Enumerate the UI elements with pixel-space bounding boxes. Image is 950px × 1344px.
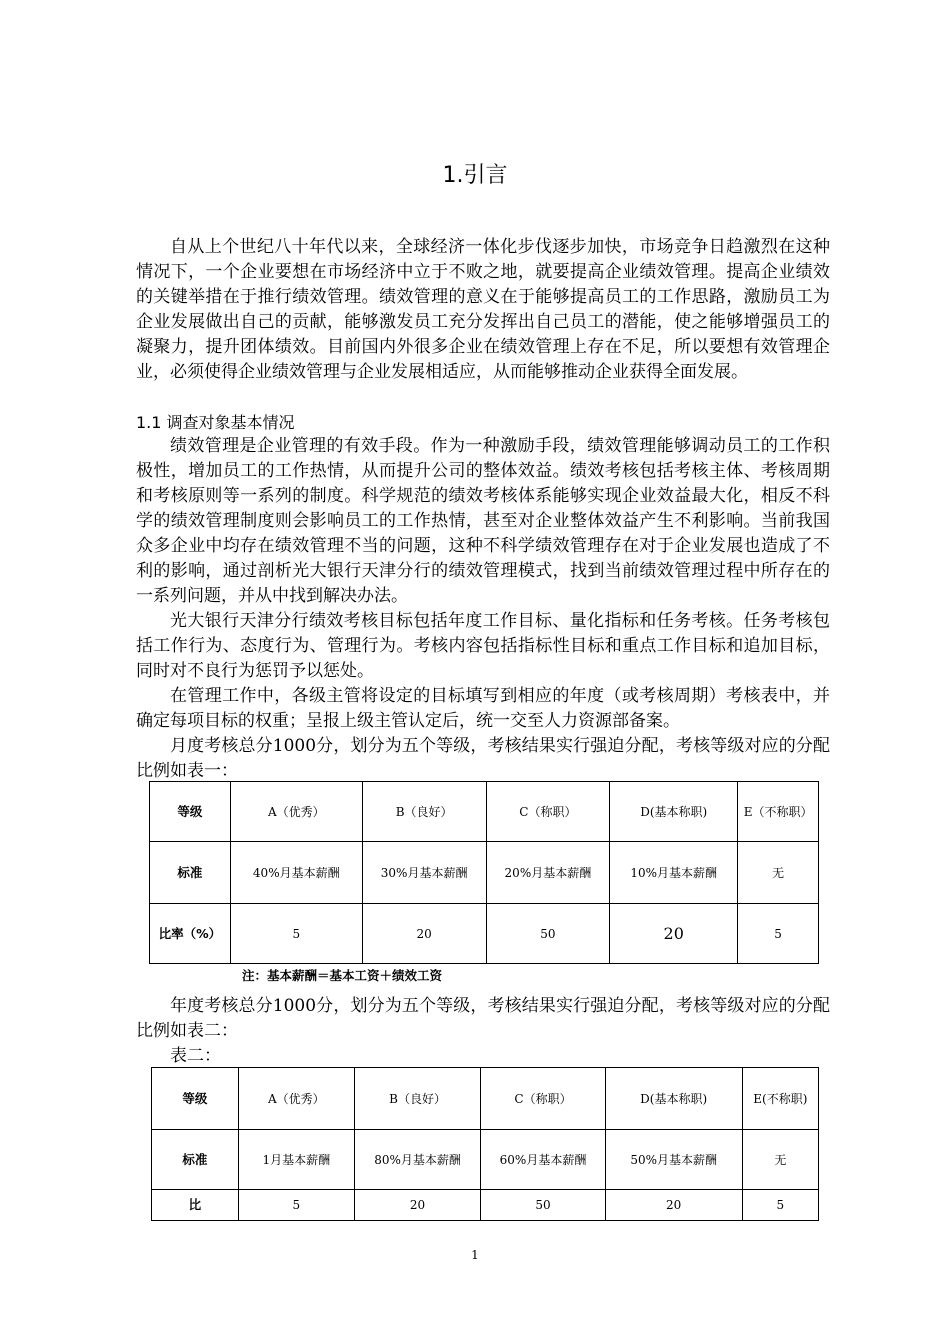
- table-cell: 无: [738, 842, 819, 904]
- grade-table-1: [149, 781, 819, 964]
- table-cell: 80%月基本薪酬: [354, 1130, 481, 1190]
- row-label: 等级: [152, 1068, 239, 1130]
- table-cell: 20%月基本薪酬: [486, 842, 610, 904]
- table-cell: 无: [742, 1130, 818, 1190]
- table-row: [150, 782, 819, 842]
- paragraph: 月度考核总分1000分，划分为五个等级，考核结果实行强迫分配，考核等级对应的分配比例如表一：: [136, 736, 830, 781]
- page-number: 1: [471, 1248, 479, 1262]
- paragraph-after-table: 年度考核总分1000分，划分为五个等级，考核结果实行强迫分配，考核等级对应的分配比例如表二： 表二：: [136, 994, 830, 1069]
- table-caption: 表二：: [170, 1046, 221, 1066]
- row-label: 比: [152, 1190, 239, 1221]
- table-cell: 5: [238, 1190, 354, 1221]
- row-label: 比率（%）: [150, 904, 231, 964]
- table-cell: E（不称职）: [738, 782, 819, 842]
- table-cell: C（称职）: [481, 1068, 605, 1130]
- table-cell: D(基本称职): [605, 1068, 742, 1130]
- table-cell: B（良好）: [362, 782, 486, 842]
- table-row: [152, 1130, 819, 1190]
- paragraph: 在管理工作中，各级主管将设定的目标填写到相应的年度（或考核周期）考核表中，并确定每项目标的权重；呈报上级主管认定后，统一交至人力资源部备案。: [136, 686, 830, 731]
- table-cell: 30%月基本薪酬: [362, 842, 486, 904]
- page-title: 1.引言: [442, 163, 508, 188]
- section-body: [136, 434, 830, 784]
- table-cell: 40%月基本薪酬: [230, 842, 362, 904]
- table-cell: B（良好）: [354, 1068, 481, 1130]
- table-cell: 1月基本薪酬: [238, 1130, 354, 1190]
- table-row: [150, 842, 819, 904]
- paragraph: 光大银行天津分行绩效考核目标包括年度工作目标、量化指标和任务考核。任务考核包括工作行为、态度行为、管理行为。考核内容包括指标性目标和重点工作目标和追加目标，同时对不良行为惩罚予以惩处。: [136, 611, 830, 681]
- table-cell: 20: [354, 1190, 481, 1221]
- table-cell: 50: [486, 904, 610, 964]
- table-cell: 5: [230, 904, 362, 964]
- table-cell: 5: [742, 1190, 818, 1221]
- table-cell: 20: [610, 904, 738, 964]
- table-note: 注：基本薪酬＝基本工资＋绩效工资: [242, 968, 443, 983]
- table-row: [150, 904, 819, 964]
- table-cell: 50: [481, 1190, 605, 1221]
- table-cell: D(基本称职): [610, 782, 738, 842]
- intro-paragraph: 自从上个世纪八十年代以来，全球经济一体化步伐逐步加快，市场竞争日趋激烈在这种情况下，一个企业要想在市场经济中立于不败之地，就要提高企业绩效管理。提高企业绩效的关键举措在于推行绩效管理。绩效管理的意义在于能够提高员工的工作思路，激励员工为企业发展做出自己的贡献，能够激发员工充分发挥出自己员工的潜能，使之能够增强员工的凝聚力，提升团体绩效。目前国内外很多企业在绩效管理上存在不足，所以要想有效管理企业，必须使得企业绩效管理与企业发展相适应，从而能够推动企业获得全面发展。: [136, 237, 830, 382]
- table-row: [152, 1068, 819, 1130]
- table-cell: E(不称职): [742, 1068, 818, 1130]
- row-label: 标准: [150, 842, 231, 904]
- table-cell: 60%月基本薪酬: [481, 1130, 605, 1190]
- table-cell: 50%月基本薪酬: [605, 1130, 742, 1190]
- table-cell: 20: [605, 1190, 742, 1221]
- table-cell: 20: [362, 904, 486, 964]
- paragraph: 绩效管理是企业管理的有效手段。作为一种激励手段，绩效管理能够调动员工的工作积极性，增加员工的工作热情，从而提升公司的整体效益。绩效考核包括考核主体、考核周期和考核原则等一系列的制度。科学规范的绩效考核体系能够实现企业效益最大化，相反不科学的绩效管理制度则会影响员工的工作热情，甚至对企业整体效益产生不利影响。当前我国众多企业中均存在绩效管理不当的问题，这种不科学绩效管理存在对于企业发展也造成了不利的影响，通过剖析光大银行天津分行的绩效管理模式，找到当前绩效管理过程中所存在的一系列问题，并从中找到解决办法。: [136, 436, 830, 606]
- table-row: [152, 1190, 819, 1221]
- grade-table-2: [151, 1067, 819, 1221]
- table-cell: A（优秀）: [238, 1068, 354, 1130]
- table-cell: C（称职）: [486, 782, 610, 842]
- table-cell: A（优秀）: [230, 782, 362, 842]
- row-label: 标准: [152, 1130, 239, 1190]
- table-cell: 5: [738, 904, 819, 964]
- section-heading: 1.1 调查对象基本情况: [136, 413, 295, 432]
- table-cell: 10%月基本薪酬: [610, 842, 738, 904]
- row-label: 等级: [150, 782, 231, 842]
